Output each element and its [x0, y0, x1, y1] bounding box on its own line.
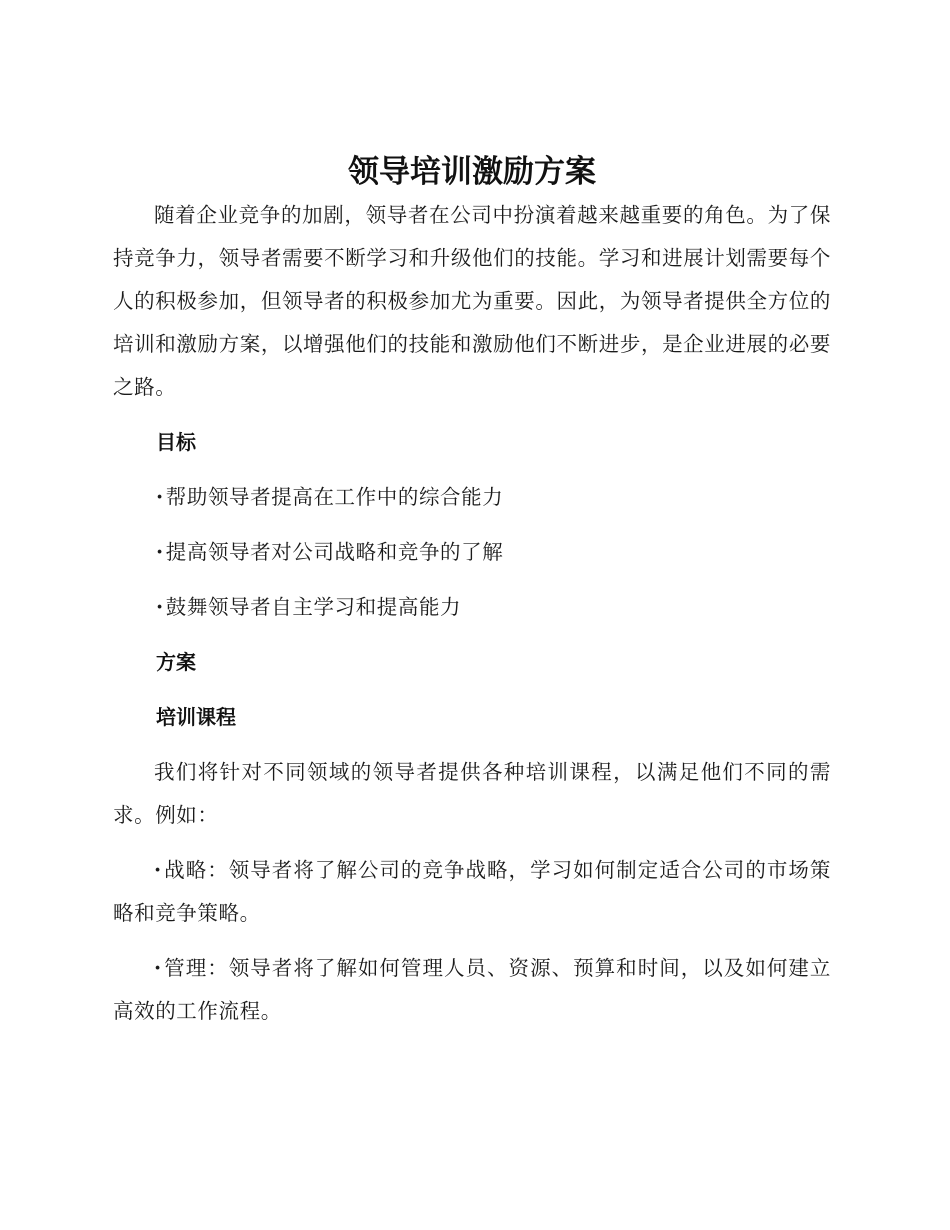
- bullet-icon: ·: [156, 485, 164, 509]
- goal-item: [113, 586, 831, 629]
- course-item: [113, 947, 831, 1033]
- training-heading: 培训课程: [156, 705, 236, 729]
- spacer: [113, 629, 831, 641]
- spacer: [113, 935, 831, 947]
- goal-text: 提高领导者对公司战略和竞争的了解: [165, 540, 504, 564]
- document-title: 领导培训激励方案: [348, 154, 596, 190]
- course-item: [113, 849, 831, 935]
- bullet-icon: ·: [154, 956, 162, 980]
- goal-item: [113, 476, 831, 519]
- spacer: [113, 837, 831, 849]
- course-text: 战略：领导者将了解公司的竞争战略，学习如何制定适合公司的市场策略和竞争策略。: [113, 858, 831, 925]
- spacer: [113, 409, 831, 421]
- intro-paragraph: 随着企业竞争的加剧，领导者在公司中扮演着越来越重要的角色。为了保持竞争力，领导者需要不断学习和升级他们的技能。学习和进展计划需要每个人的积极参加，但领导者的积极参加尤为重要。因此，为领导者提供全方位的培训和激励方案，以增强他们的技能和激励他们不断进步，是企业进展的必要之路。: [113, 203, 831, 399]
- course-text: 管理：领导者将了解如何管理人员、资源、预算和时间，以及如何建立高效的工作流程。: [113, 956, 831, 1023]
- document-page: [113, 150, 831, 1033]
- spacer: [113, 464, 831, 476]
- bullet-icon: ·: [156, 540, 164, 564]
- goals-heading: 目标: [156, 430, 196, 454]
- bullet-icon: ·: [156, 595, 164, 619]
- training-intro-paragraph: 我们将针对不同领域的领导者提供各种培训课程，以满足他们不同的需求。例如：: [113, 760, 831, 827]
- spacer: [113, 574, 831, 586]
- goal-text: 帮助领导者提高在工作中的综合能力: [165, 485, 504, 509]
- spacer: [113, 739, 831, 751]
- spacer: [113, 519, 831, 531]
- plan-heading: 方案: [156, 650, 196, 674]
- goal-item: [113, 531, 831, 574]
- spacer: [113, 684, 831, 696]
- goal-text: 鼓舞领导者自主学习和提高能力: [165, 595, 462, 619]
- bullet-icon: ·: [154, 858, 162, 882]
